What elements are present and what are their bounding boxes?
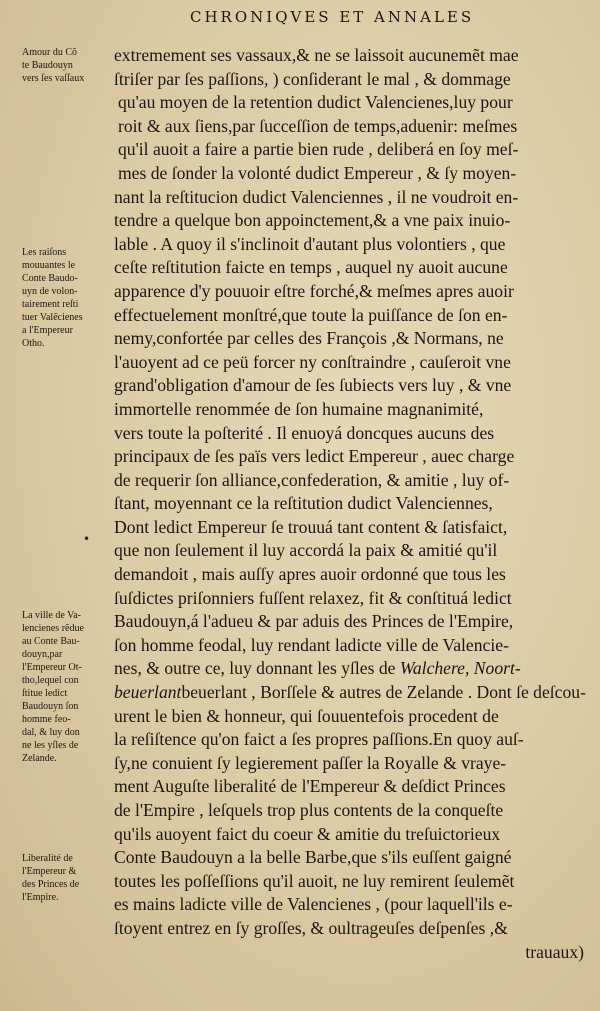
margin-line: dal, & luy don — [22, 727, 80, 738]
text-line: tendre a quelque bon appoinctement,& a vne paix inuio- — [114, 210, 511, 231]
text-line — [114, 657, 592, 681]
text-line: qu'au moyen de la retention dudict Valencienes,luy pour — [118, 92, 513, 113]
margin-note-3 — [22, 609, 114, 765]
text-line: grand'obligation d'amour de ſes ſubiects vers luy , & vne — [114, 375, 512, 396]
margin-line: ſtitue ledict — [22, 688, 68, 699]
text-segment: beuerlant , Borſſele & autres de Zelande . Dont ſe deſcou- — [181, 682, 586, 703]
text-line: ment Auguſte liberalité de l'Empereur & deſdict Princes — [114, 776, 506, 797]
margin-line: te Baudouyn — [22, 60, 73, 71]
text-segment: nes, & outre ce, luy donnant les yſles de — [114, 658, 400, 679]
text-line: qu'il auoit a faire a partie bien rude , deliberá en ſoy meſ- — [118, 139, 519, 160]
margin-line: Les raiſons — [22, 247, 67, 258]
text-line: Baudouyn,á l'adueu & par aduis des Princes de l'Empire, — [114, 611, 514, 632]
margin-line: l'Empereur Ot- — [22, 662, 82, 673]
text-line: immortelle renommée de ſon humaine magnanimité, — [114, 398, 484, 419]
text-line: toutes les poſſeſſions qu'il auoit, ne luy remirent ſeulemẽt — [114, 870, 515, 891]
margin-note-2 — [22, 246, 114, 350]
margin-line: homme feo- — [22, 714, 71, 725]
text-line — [114, 681, 592, 705]
text-line: ſon homme feodal, luy rendant ladicte ville de Valencie- — [114, 634, 509, 655]
margin-line: Baudouyn ſon — [22, 701, 79, 712]
margin-line: lencienes rẽdue — [22, 623, 84, 634]
margin-line: tairement reſti — [22, 299, 79, 310]
margin-line: des Princes de — [22, 879, 80, 890]
margin-line: a l'Empereur — [22, 325, 73, 336]
ornament-mark: • — [83, 532, 91, 546]
text-line: de requerir ſon alliance,confederation, & amitie , luy of- — [114, 469, 510, 490]
text-line: nemy,confortée par celles des François ,& Normans, ne — [114, 328, 504, 349]
text-line: vers toute la poſterité . Il enuoyá doncques aucuns des — [114, 422, 495, 443]
text-line: lable . A quoy il s'inclinoit d'autant plus volontiers , que — [114, 233, 506, 254]
margin-line: au Conte Bau- — [22, 636, 80, 647]
place-name-italic: Walchere, Noort- — [399, 658, 521, 679]
margin-line: Conte Baudo- — [22, 273, 78, 284]
text-line: demandoit , mais auſſy apres auoir ordonné que tous les — [114, 564, 506, 585]
text-line: urent le bien & honneur, qui ſouuentefois procedent de — [114, 705, 499, 726]
margin-line: Amour du Cõ — [22, 47, 77, 58]
text-line: ſtoyent entrez en ſy groſſes, & oultrageuſes deſpenſes ,& — [114, 917, 508, 938]
text-line: de l'Empire , leſquels trop plus contents de la conqueſte — [114, 800, 504, 820]
text-line: qu'ils auoyent faict du coeur & amitie du treſuictorieux — [114, 823, 501, 844]
margin-line: mouuantes le — [22, 260, 76, 271]
margin-line: Otho. — [22, 338, 45, 349]
margin-note-1 — [22, 46, 114, 85]
margin-line: l'Empire. — [22, 892, 59, 903]
text-line: roit & aux ſiens,par ſucceſſion de temps,aduenir: meſmes — [118, 115, 518, 136]
text-line: la reſiſtence qu'on faict a ſes propres paſſions.En quoy auſ- — [114, 729, 524, 750]
margin-line: l'Empereur & — [22, 866, 77, 877]
text-line: mes de ſonder la volonté dudict Empereur , & ſy moyen- — [118, 162, 517, 183]
text-line: es mains ladicte ville de Valencienes , (pour laquell'ils e- — [114, 894, 513, 915]
text-line: ceſte reſtitution faicte en temps , auquel ny auoit aucune — [114, 257, 508, 278]
text-line: principaux de ſes païs vers ledict Empereur , auec charge — [114, 446, 515, 467]
text-line: ſuſdictes priſonniers fuſſent relaxez, fit & conſtituá ledict — [114, 587, 512, 608]
margin-line: tho,lequel con — [22, 675, 79, 686]
running-head: CHRONIQVES ET ANNALES — [190, 8, 475, 26]
margin-line: La ville de Va- — [22, 610, 81, 621]
text-line: effectuelement monſtré,que toute la puiſſance de ſon en- — [114, 304, 508, 325]
text-line: apparence d'y pouuoir eſtre forché,& meſmes apres auoir — [114, 280, 514, 301]
margin-line: uyn de volon- — [22, 286, 78, 297]
text-line: extremement ses vassaux,& ne se laissoit aucunemẽt mae — [114, 45, 519, 65]
text-line: ſtant, moyennant ce la reſtitution dudict Valenciennes, — [114, 493, 493, 514]
margin-line: douyn,par — [22, 649, 63, 660]
margin-line: ne les yſles de — [22, 740, 79, 751]
place-name-italic: beuerlant — [114, 682, 182, 703]
text-line: que non ſeulement il luy accordá la paix & amitié qu'il — [114, 540, 498, 561]
main-text-block — [114, 44, 592, 964]
text-line: trauaux) — [525, 941, 584, 962]
text-line: ſy,ne conuient ſy legierement paſſer la Royalle & vraye- — [114, 752, 507, 773]
text-line: nant la reſtitucion dudict Valenciennes , il ne voudroit en- — [114, 186, 519, 207]
margin-line: Liberalité de — [22, 853, 73, 864]
text-line: Conte Baudouyn a la belle Barbe,que s'ils euſſent gaigné — [114, 847, 512, 868]
text-line: l'auoyent ad ce peü forcer ny conſtraindre , cauſeroit vne — [114, 351, 511, 372]
text-line: Dont ledict Empereur ſe trouuá tant content & ſatisfaict, — [114, 516, 508, 537]
margin-line: Zelande. — [22, 753, 57, 764]
margin-line: vers ſes vaſſaux — [22, 73, 85, 84]
text-line: ſtriſer par ſes paſſions, ) conſiderant le mal , & dommage — [114, 68, 511, 89]
margin-note-4 — [22, 852, 114, 904]
margin-line: tuer Valẽcienes — [22, 312, 83, 323]
